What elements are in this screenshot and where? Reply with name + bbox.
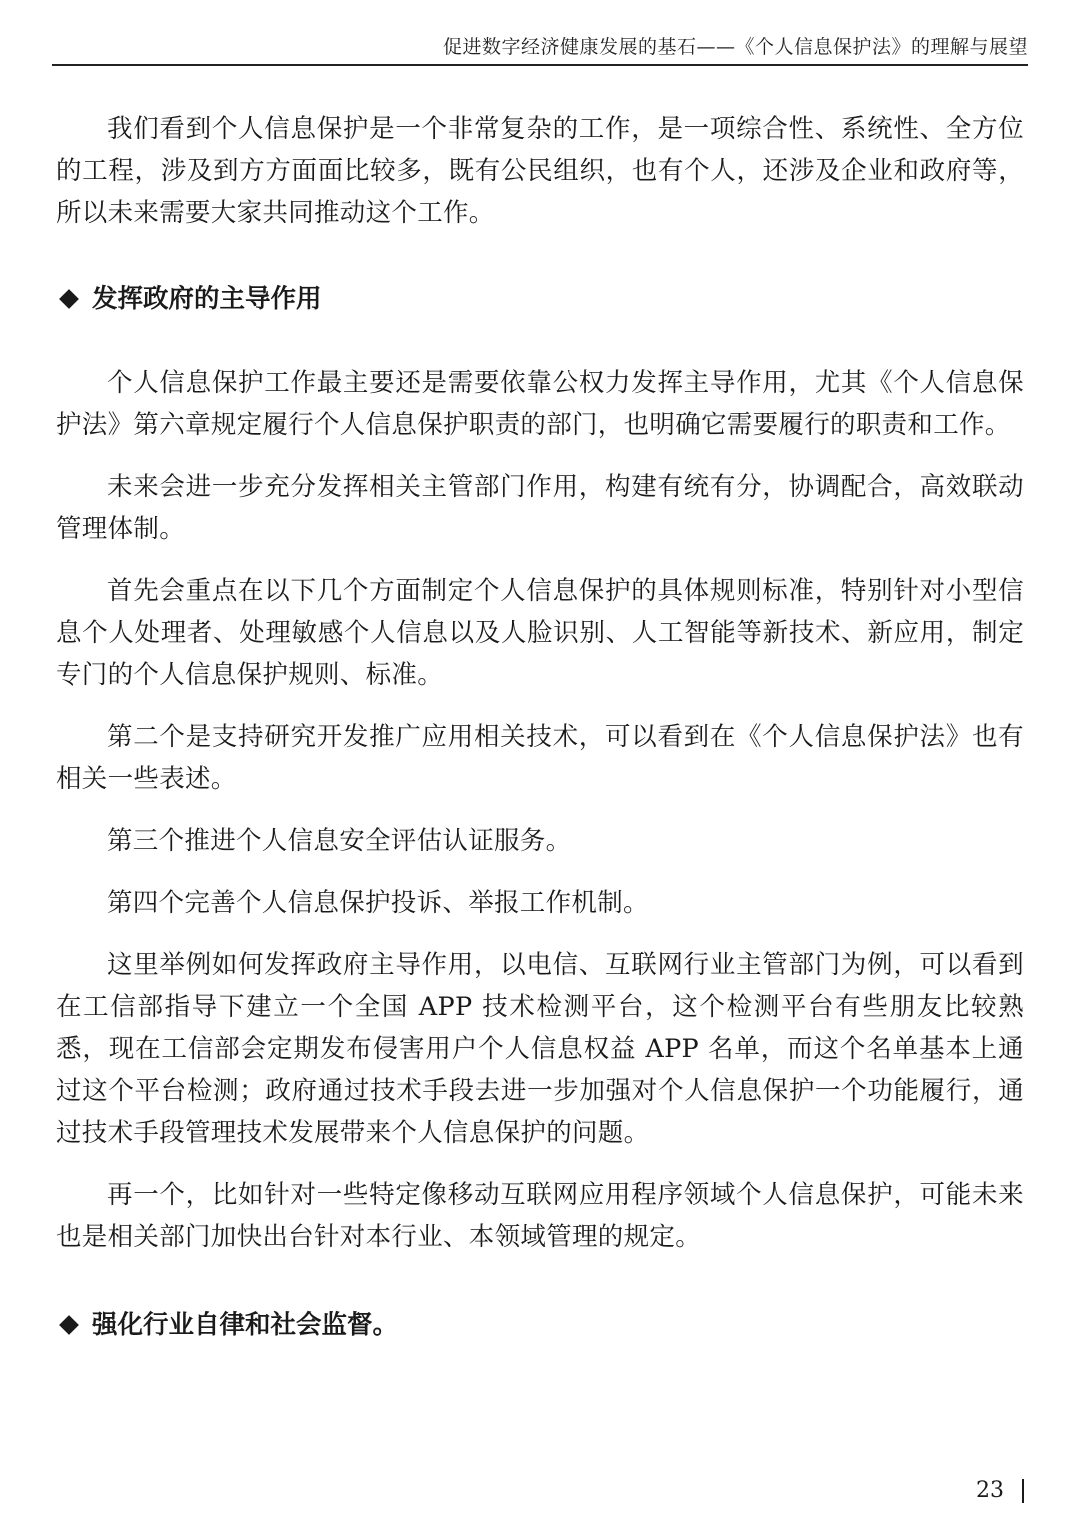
section-heading-self-regulation xyxy=(56,1304,1024,1346)
section-heading-government xyxy=(56,278,1024,320)
body-paragraph: 首先会重点在以下几个方面制定个人信息保护的具体规则标准，特别针对小型信息个人处理者、处理敏感个人信息以及人脸识别、人工智能等新技术、新应用，制定专门的个人信息保护规则、标准。 xyxy=(56,576,1024,690)
running-header xyxy=(52,34,1028,66)
diamond-bullet-icon xyxy=(59,1315,79,1335)
intro-paragraph: 我们看到个人信息保护是一个非常复杂的工作，是一项综合性、系统性、全方位的工程，涉及到方方面面比较多，既有公民组织，也有个人，还涉及企业和政府等，所以未来需要大家共同推动这个工作。 xyxy=(56,114,1024,228)
section-heading-text: 强化行业自律和社会监督。 xyxy=(92,1310,399,1340)
page-body xyxy=(56,108,1024,1346)
body-paragraph: 第三个推进个人信息安全评估认证服务。 xyxy=(107,826,572,856)
body-paragraph: 再一个，比如针对一些特定像移动互联网应用程序领域个人信息保护，可能未来也是相关部门加快出台针对本行业、本领域管理的规定。 xyxy=(56,1180,1024,1252)
body-paragraph: 这里举例如何发挥政府主导作用，以电信、互联网行业主管部门为例，可以看到在工信部指导下建立一个全国 APP 技术检测平台，这个检测平台有些朋友比较熟悉，现在工信部会定期发布侵害用户个人信息权益 APP 名单，而这个名单基本上通过这个平台检测；政府通过技术手段去进一步加强对个人信息保护一个功能履行，通过技术手段管理技术发展带来个人信息保护的问题。 xyxy=(56,950,1024,1148)
body-paragraph: 第四个完善个人信息保护投诉、举报工作机制。 xyxy=(107,888,649,918)
body-paragraph: 个人信息保护工作最主要还是需要依靠公权力发挥主导作用，尤其《个人信息保护法》第六章规定履行个人信息保护职责的部门，也明确它需要履行的职责和工作。 xyxy=(56,368,1024,440)
body-paragraph: 第二个是支持研究开发推广应用相关技术，可以看到在《个人信息保护法》也有相关一些表述。 xyxy=(56,722,1024,794)
page-footer xyxy=(976,1476,1024,1506)
running-header-title: 促进数字经济健康发展的基石——《个人信息保护法》的理解与展望 xyxy=(442,36,1028,58)
diamond-bullet-icon xyxy=(59,289,79,309)
body-paragraph: 未来会进一步充分发挥相关主管部门作用，构建有统有分，协调配合，高效联动管理体制。 xyxy=(56,472,1024,544)
footer-divider xyxy=(1022,1479,1024,1503)
section-heading-text: 发挥政府的主导作用 xyxy=(92,284,322,314)
page-number: 23 xyxy=(976,1478,1004,1503)
